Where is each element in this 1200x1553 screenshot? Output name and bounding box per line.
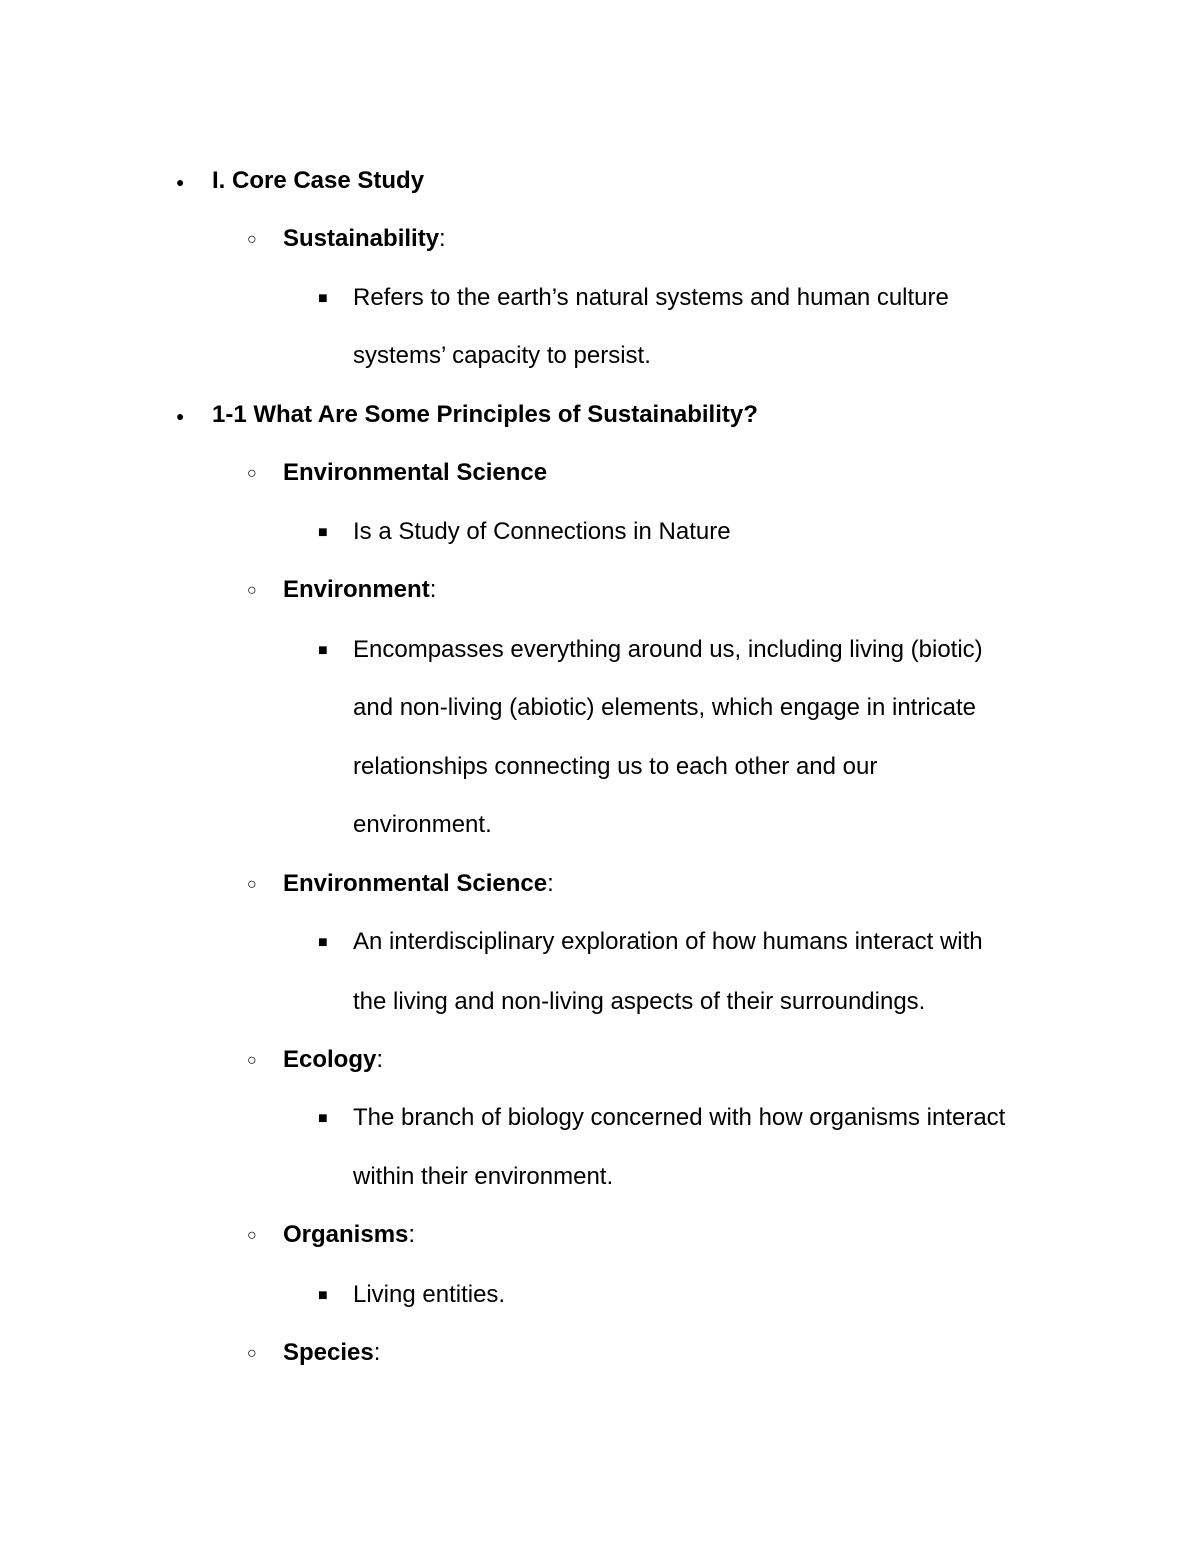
level2-bullet-icon: ○ [247, 582, 257, 599]
environment-definition-line2: and non-living (abiotic) elements, which engage in intricate [353, 694, 977, 721]
heading-core-case-study: I. Core Case Study [212, 167, 425, 194]
term-colon: : [408, 1221, 416, 1248]
level3-bullet-icon: ■ [318, 524, 328, 541]
environment-definition-line1: Encompasses everything around us, including living (biotic) [353, 636, 983, 663]
term-label: Species [283, 1339, 374, 1366]
level3-bullet-icon: ■ [318, 1287, 328, 1304]
term-colon: : [376, 1046, 384, 1073]
level2-bullet-icon: ○ [247, 231, 257, 248]
term-environmental-science: Environmental Science [283, 459, 548, 486]
level2-bullet-icon: ○ [247, 1345, 257, 1362]
environmental-science-definition-line2: the living and non-living aspects of their surroundings. [353, 988, 926, 1015]
term-colon: : [439, 225, 446, 252]
term-ecology [283, 1046, 383, 1074]
level3-bullet-icon: ■ [318, 642, 328, 659]
term-colon: : [373, 1339, 381, 1366]
term-colon: : [429, 576, 437, 603]
environmental-science-definition-line1: An interdisciplinary exploration of how humans interact with [353, 928, 983, 955]
level3-bullet-icon: ■ [318, 1110, 328, 1127]
environment-definition-line4: environment. [353, 811, 492, 838]
term-label: Environment [283, 576, 430, 603]
term-label: Organisms [283, 1221, 409, 1248]
environment-definition-line3: relationships connecting us to each other and our [353, 753, 878, 780]
term-environment [283, 576, 436, 604]
sustainability-definition-line1: Refers to the earth’s natural systems and human culture [353, 284, 949, 311]
term-label: Environmental Science [283, 870, 548, 897]
level2-bullet-icon: ○ [247, 1227, 257, 1244]
ecology-definition-line1: The branch of biology concerned with how organisms interact [353, 1104, 1006, 1131]
term-sustainability [283, 225, 446, 253]
sustainability-definition-line2: systems’ capacity to persist. [353, 342, 651, 369]
term-colon: : [547, 870, 554, 897]
level2-bullet-icon: ○ [247, 1052, 257, 1069]
level1-bullet-icon: ● [176, 408, 185, 424]
level2-bullet-icon: ○ [247, 465, 257, 482]
level3-bullet-icon: ■ [318, 290, 328, 307]
term-environmental-science-2 [283, 870, 554, 898]
organisms-definition: Living entities. [353, 1281, 506, 1308]
ecology-definition-line2: within their environment. [353, 1163, 614, 1190]
term-organisms [283, 1221, 415, 1249]
level3-bullet-icon: ■ [318, 934, 328, 951]
level2-bullet-icon: ○ [247, 876, 257, 893]
term-label: Ecology [283, 1046, 377, 1073]
environmental-science-subtitle: Is a Study of Connections in Nature [353, 518, 731, 545]
term-label: Sustainability [283, 225, 440, 252]
term-species [283, 1339, 380, 1367]
level1-bullet-icon: ● [176, 174, 185, 190]
heading-section-1-1: 1-1 What Are Some Principles of Sustainability? [212, 401, 758, 428]
